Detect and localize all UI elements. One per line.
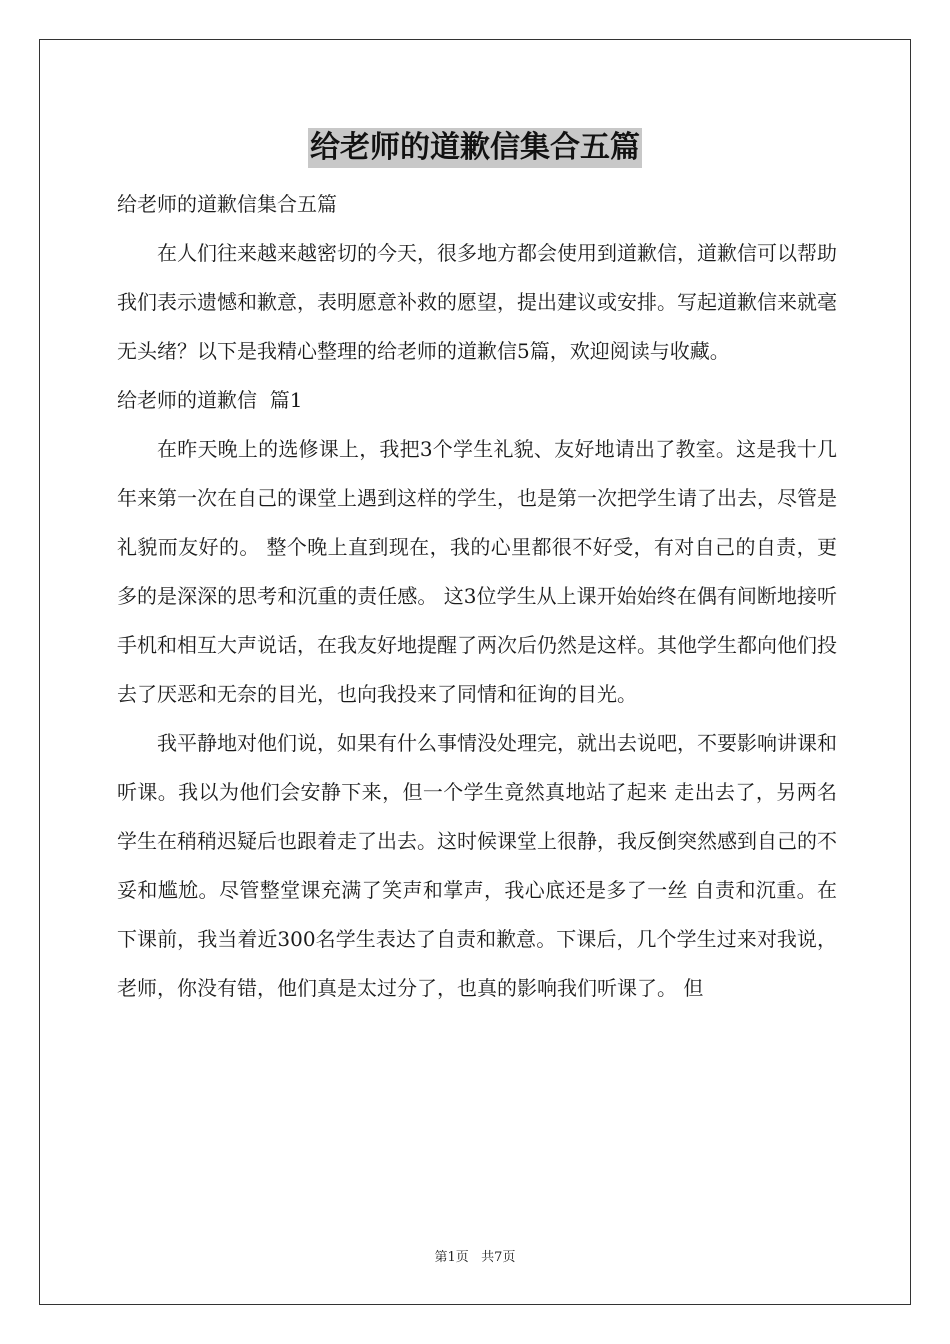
document-subtitle: 给老师的道歉信集合五篇 (117, 192, 337, 216)
document-body (117, 180, 837, 1013)
document-title: 给老师的道歉信集合五篇 (308, 128, 642, 168)
body-paragraph: 我平静地对他们说，如果有什么事情没处理完，就出去说吧，不要影响讲课和听课。我以为他们会安静下来，但一个学生竟然真地站了起来 走出去了，另两名学生在稍稍迟疑后也跟着走了出去。这时候课堂上很静，我反倒突然感到自己的不妥和尴尬。尽管整堂课充满了笑声和掌声，我心底还是多了一丝 自责和沉重。在下课前，我当着近300名学生表达了自责和歉意。下课后，几个学生过来对我说，老师，你没有错，他们真是太过分了，也真的影响我们听课了。 但 (117, 731, 837, 1000)
section-heading: 给老师的道歉信 篇1 (117, 388, 303, 412)
title-container (0, 128, 950, 168)
body-paragraph: 在昨天晚上的选修课上，我把3个学生礼貌、友好地请出了教室。这是我十几年来第一次在自己的课堂上遇到这样的学生，也是第一次把学生请了出去，尽管是礼貌而友好的。 整个晚上直到现在，我的心里都很不好受，有对自己的自责，更多的是深深的思考和沉重的责任感。 这3位学生从上课开始始终在偶有间断地接听手机和相互大声说话，在我友好地提醒了两次后仍然是这样。其他学生都向他们投去了厌恶和无奈的目光，也向我投来了同情和征询的目光。 (117, 437, 837, 706)
intro-paragraph: 在人们往来越来越密切的今天，很多地方都会使用到道歉信，道歉信可以帮助我们表示遗憾和歉意，表明愿意补救的愿望，提出建议或安排。写起道歉信来就毫无头绪？以下是我精心整理的给老师的道歉信5篇，欢迎阅读与收藏。 (117, 241, 837, 363)
page-number-footer: 第1页 共7页 (434, 1250, 516, 1265)
